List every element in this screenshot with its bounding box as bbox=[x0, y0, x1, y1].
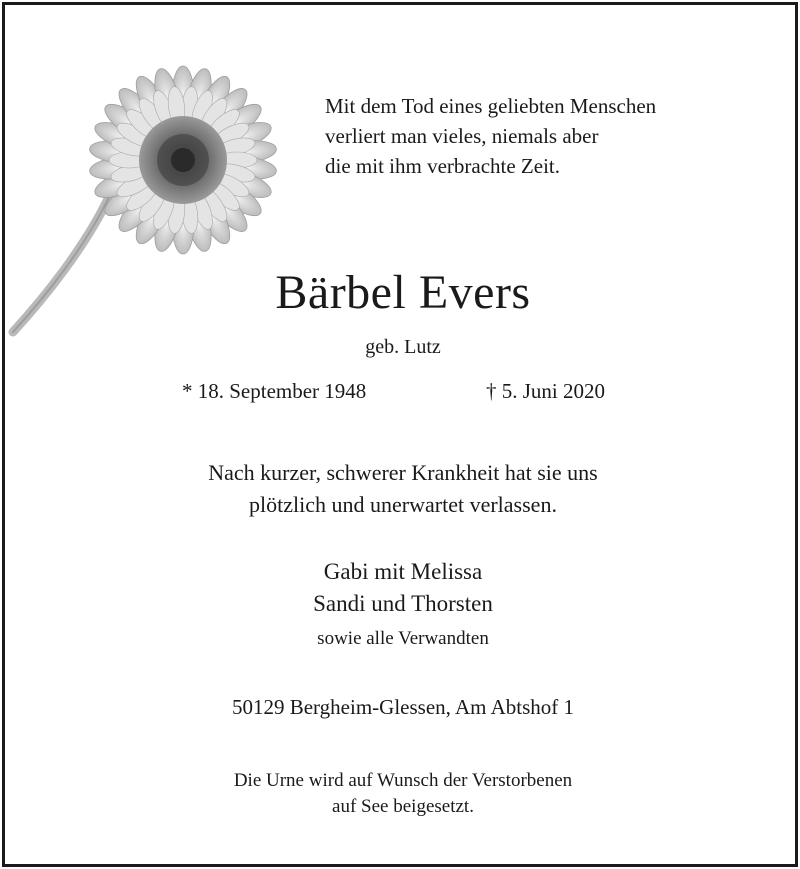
farewell-message bbox=[5, 457, 800, 521]
message-line: Nach kurzer, schwerer Krankheit hat sie uns bbox=[208, 460, 598, 485]
death-date: † 5. Juni 2020 bbox=[486, 379, 606, 403]
deceased-name: Bärbel Evers bbox=[275, 266, 531, 319]
obituary-frame bbox=[2, 2, 798, 867]
birth-date: * 18. September 1948 bbox=[182, 379, 367, 403]
mourner-line: Gabi mit Melissa bbox=[323, 559, 483, 584]
quote-line: verliert man vieles, niemals aber bbox=[325, 124, 599, 148]
memorial-quote bbox=[325, 91, 656, 181]
mourners-list bbox=[5, 556, 800, 620]
quote-line: Mit dem Tod eines geliebten Menschen bbox=[325, 94, 657, 118]
quote-line: die mit ihm verbrachte Zeit. bbox=[325, 154, 560, 178]
mourner-line: Sandi und Thorsten bbox=[313, 591, 493, 616]
message-line: plötzlich und unerwartet verlassen. bbox=[249, 492, 557, 517]
maiden-name: geb. Lutz bbox=[365, 336, 441, 358]
note-line: Die Urne wird auf Wunsch der Verstorbenen bbox=[233, 770, 573, 791]
family-address: 50129 Bergheim-Glessen, Am Abtshof 1 bbox=[231, 695, 574, 719]
note-line: auf See beigesetzt. bbox=[332, 796, 474, 817]
relatives-line: sowie alle Verwandten bbox=[317, 628, 489, 649]
burial-note bbox=[5, 768, 800, 820]
